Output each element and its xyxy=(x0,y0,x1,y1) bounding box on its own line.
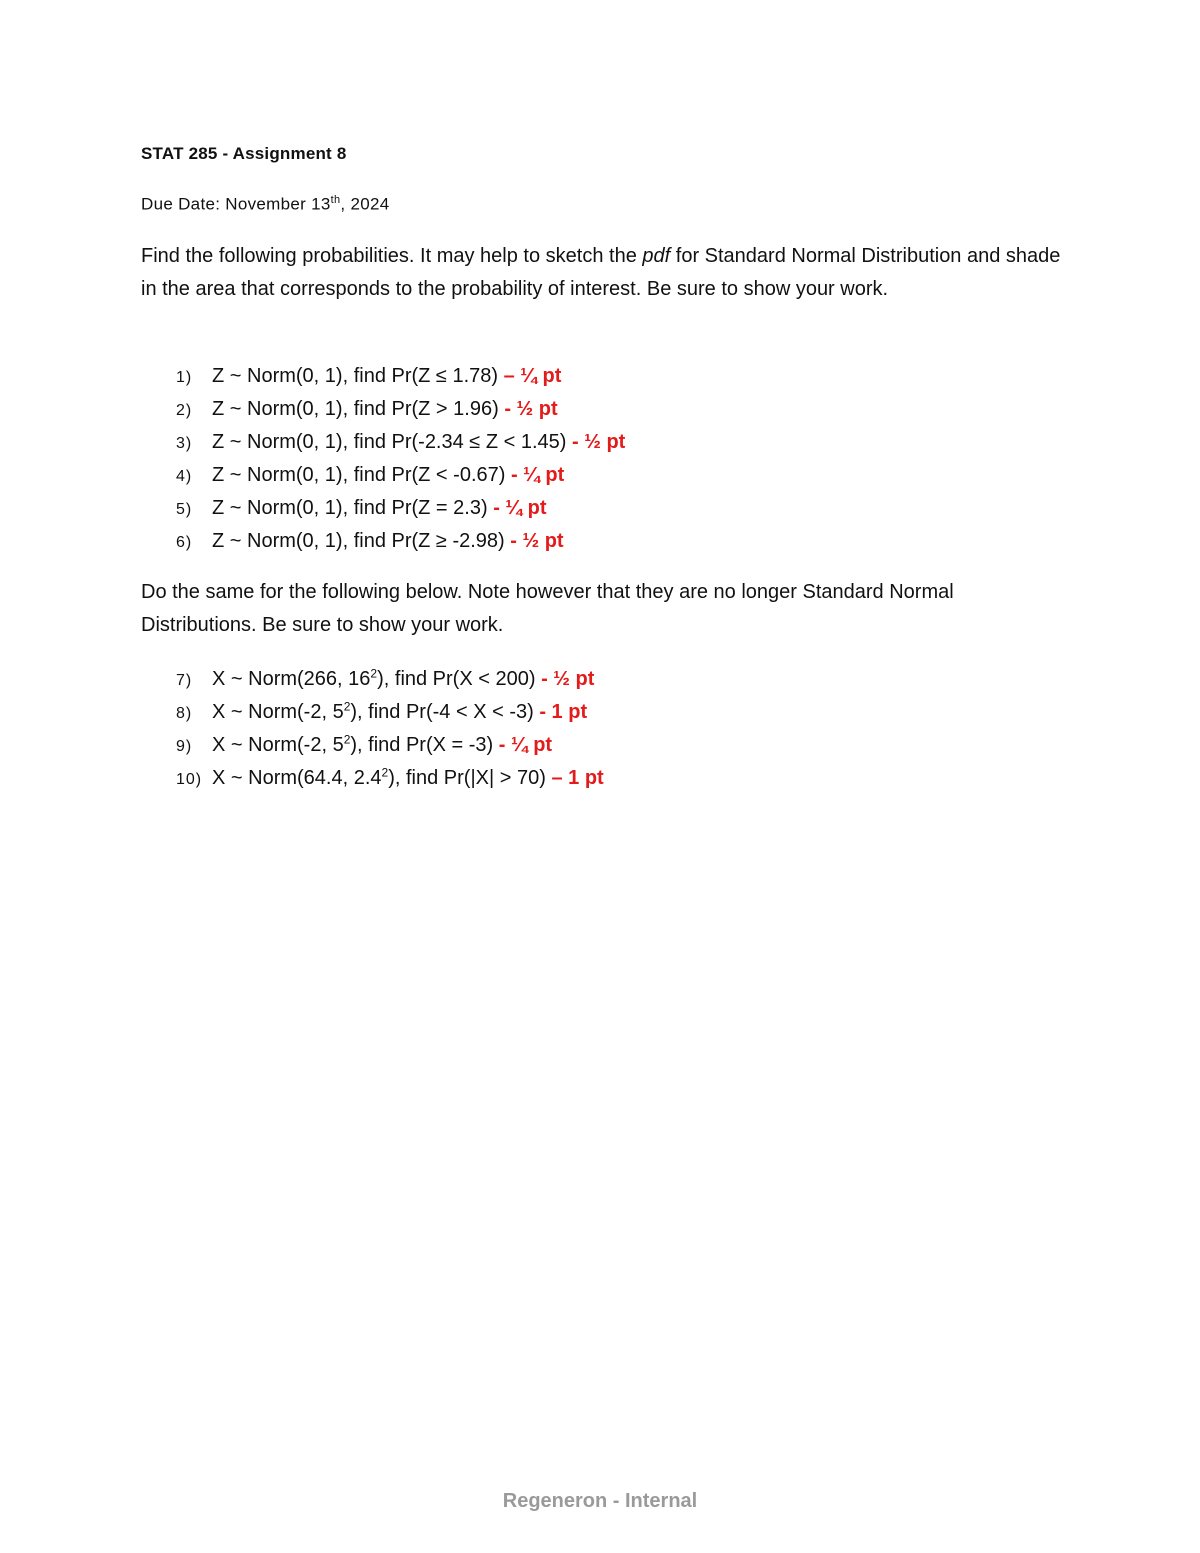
problem-text-b: ), find Pr(X < 200) xyxy=(377,668,542,690)
problem-number: 1) xyxy=(176,369,193,386)
problem-points: - ½ pt xyxy=(541,668,595,690)
problem-number: 4) xyxy=(176,468,193,485)
problem-text xyxy=(212,734,499,756)
problem-number: 7) xyxy=(176,672,193,689)
problem-list-standard-normal xyxy=(176,360,625,558)
problem-points: - ¼ pt xyxy=(510,464,565,486)
problem-item xyxy=(176,729,604,762)
problem-number: 2) xyxy=(176,402,193,419)
problem-item xyxy=(176,459,625,492)
problem-text-b: ), find Pr(X = -3) xyxy=(350,734,499,756)
problem-points: – 1 pt xyxy=(551,767,604,789)
problem-item xyxy=(176,663,604,696)
problem-item xyxy=(176,525,625,558)
problem-points: - ¼ pt xyxy=(498,734,553,756)
problem-item xyxy=(176,360,625,393)
problem-number: 3) xyxy=(176,435,193,452)
problem-item xyxy=(176,426,625,459)
problem-text: Z ~ Norm(0, 1), find Pr(Z = 2.3) xyxy=(212,497,494,519)
due-date-prefix: Due Date: November 13 xyxy=(141,194,331,214)
instructions-italic: pdf xyxy=(642,245,671,267)
due-date xyxy=(141,194,389,215)
problem-text xyxy=(212,767,551,789)
problem-item xyxy=(176,393,625,426)
problem-list-general-normal xyxy=(176,663,604,795)
assignment-title: STAT 285 - Assignment 8 xyxy=(141,144,347,163)
problem-number: 10) xyxy=(176,771,203,788)
problem-text-b: ), find Pr(|X| > 70) xyxy=(388,767,552,789)
problem-sup: 2 xyxy=(370,666,378,681)
problem-item xyxy=(176,492,625,525)
problem-text: Z ~ Norm(0, 1), find Pr(Z < -0.67) xyxy=(212,464,511,486)
problem-points: - ¼ pt xyxy=(493,497,547,519)
second-instructions-paragraph: Do the same for the following below. Note however that they are no longer Standard Normal Distributions. Be sure to show your work. xyxy=(141,581,954,636)
problem-points: - ½ pt xyxy=(504,398,558,420)
problem-points: - ½ pt xyxy=(571,431,626,453)
due-date-sup: th xyxy=(330,194,341,206)
problem-text-a: X ~ Norm(266, 16 xyxy=(212,668,371,690)
problem-points: – ¼ pt xyxy=(503,365,562,387)
problem-text xyxy=(212,701,539,723)
problem-text xyxy=(212,668,541,690)
problem-number: 5) xyxy=(176,501,193,518)
problem-text: Z ~ Norm(0, 1), find Pr(Z > 1.96) xyxy=(212,398,505,420)
instructions-after: for Standard Normal Distribution and shade in the area that corresponds to the probability of interest. Be sure to show your work. xyxy=(141,245,1061,300)
instructions-before: Find the following probabilities. It may help to sketch the xyxy=(141,245,643,267)
problem-item xyxy=(176,762,604,795)
problem-sup: 2 xyxy=(381,765,389,780)
instructions-paragraph xyxy=(141,240,1061,306)
problem-number: 8) xyxy=(176,705,193,722)
footer-classification: Regeneron - Internal xyxy=(502,1490,698,1512)
problem-text-a: X ~ Norm(-2, 5 xyxy=(212,701,344,723)
problem-points: - ½ pt xyxy=(510,530,564,552)
problem-number: 6) xyxy=(176,534,193,551)
due-date-suffix: , 2024 xyxy=(340,194,390,214)
problem-sup: 2 xyxy=(343,732,351,747)
problem-sup: 2 xyxy=(343,699,351,714)
problem-text-a: X ~ Norm(64.4, 2.4 xyxy=(212,767,382,789)
problem-number: 9) xyxy=(176,738,193,755)
problem-item xyxy=(176,696,604,729)
problem-points: - 1 pt xyxy=(539,701,588,723)
problem-text-a: X ~ Norm(-2, 5 xyxy=(212,734,344,756)
problem-text: Z ~ Norm(0, 1), find Pr(-2.34 ≤ Z < 1.45) xyxy=(212,431,572,453)
problem-text-b: ), find Pr(-4 < X < -3) xyxy=(350,701,540,723)
problem-text: Z ~ Norm(0, 1), find Pr(Z ≥ -2.98) xyxy=(212,530,511,552)
problem-text: Z ~ Norm(0, 1), find Pr(Z ≤ 1.78) xyxy=(212,365,504,387)
